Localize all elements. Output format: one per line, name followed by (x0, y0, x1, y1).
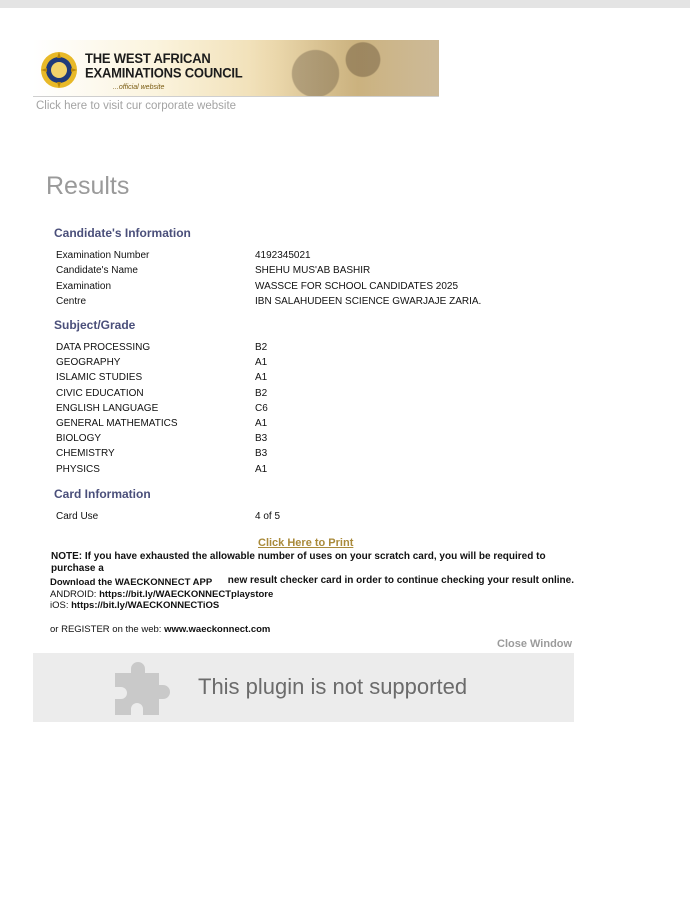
waec-seal-icon (39, 50, 79, 90)
register-link[interactable]: www.waeckonnect.com (164, 624, 271, 635)
info-label: Examination (56, 280, 112, 292)
subject-grade: B3 (255, 448, 268, 460)
table-row (56, 371, 576, 385)
app-download-text: Download the WAECKONNECT APP (50, 577, 213, 588)
table-row (56, 447, 576, 461)
table-row (56, 264, 576, 278)
table-row (56, 249, 576, 263)
table-row (56, 341, 576, 355)
info-value: 4192345021 (255, 250, 311, 261)
waec-header-banner[interactable] (33, 40, 439, 97)
table-row (56, 356, 576, 370)
ios-line (50, 600, 219, 612)
subject-name: GENERAL MATHEMATICS (56, 418, 178, 429)
info-label: Centre (56, 295, 87, 307)
register-text: or REGISTER on the web: (50, 624, 162, 635)
org-name (85, 51, 243, 80)
corporate-website-link[interactable]: Click here to visit cur corporate website (36, 100, 237, 112)
info-label: Examination Number (56, 250, 150, 261)
browser-top-strip (0, 0, 690, 8)
subject-grade: B2 (255, 387, 268, 399)
close-window-link[interactable]: Close Window (497, 638, 573, 650)
header-photo (249, 40, 439, 96)
android-label: ANDROID: (50, 589, 97, 600)
info-value: WASSCE FOR SCHOOL CANDIDATES 2025 (255, 280, 459, 292)
register-line (50, 624, 270, 636)
subject-grade: A1 (255, 372, 268, 384)
subject-grade: A1 (255, 463, 268, 475)
ios-label: iOS: (50, 600, 69, 611)
subject-name: ISLAMIC STUDIES (56, 372, 143, 384)
table-row (56, 387, 576, 401)
subject-grade: B3 (255, 433, 268, 445)
card-use-label: Card Use (56, 511, 99, 522)
print-button[interactable]: Click Here to Print (258, 537, 354, 549)
card-info-heading: Card Information (54, 487, 151, 501)
table-row (56, 463, 576, 477)
plugin-message: This plugin is not supported (198, 674, 468, 699)
candidate-info-heading: Candidate's Information (54, 226, 191, 240)
table-row (56, 295, 576, 309)
subject-grade: A1 (255, 418, 268, 429)
subject-grade: C6 (255, 402, 268, 414)
android-link[interactable]: https://bit.ly/WAECKONNECTplaystore (99, 589, 274, 600)
card-use-value: 4 of 5 (255, 511, 281, 522)
subject-name: ENGLISH LANGUAGE (56, 402, 159, 414)
org-name-line1: THE WEST AFRICAN (85, 50, 211, 66)
subject-name: CIVIC EDUCATION (56, 387, 144, 399)
subject-name: DATA PROCESSING (56, 342, 151, 353)
puzzle-piece-icon (111, 655, 175, 719)
table-row (56, 280, 576, 294)
subject-name: GEOGRAPHY (56, 357, 121, 369)
ios-link[interactable]: https://bit.ly/WAECKONNECTiOS (71, 600, 220, 611)
table-row (56, 402, 576, 416)
table-row (56, 417, 576, 431)
card-use-row (56, 510, 576, 524)
subject-grade: B2 (255, 342, 268, 353)
subject-grade: A1 (255, 357, 268, 369)
note-line2: new result checker card in order to continue checking your result online. (227, 575, 574, 586)
page-title: Results (46, 172, 130, 200)
unsupported-plugin-placeholder (33, 653, 574, 722)
subject-name: PHYSICS (56, 463, 100, 475)
org-name-line2: EXAMINATIONS COUNCIL (85, 64, 243, 81)
subject-name: CHEMISTRY (56, 448, 115, 460)
subject-grade-heading: Subject/Grade (54, 318, 136, 332)
table-row (56, 432, 576, 446)
info-value: SHEHU MUS'AB BASHIR (255, 265, 371, 277)
note-line1: NOTE: If you have exhausted the allowable number of uses on your scratch card, you will be required to purchase a (51, 551, 546, 574)
info-value: IBN SALAHUDEEN SCIENCE GWARJAJE ZARIA. (255, 295, 482, 307)
info-label: Candidate's Name (56, 265, 138, 277)
org-subtitle: ...official website (113, 84, 165, 91)
subject-name: BIOLOGY (56, 433, 102, 445)
